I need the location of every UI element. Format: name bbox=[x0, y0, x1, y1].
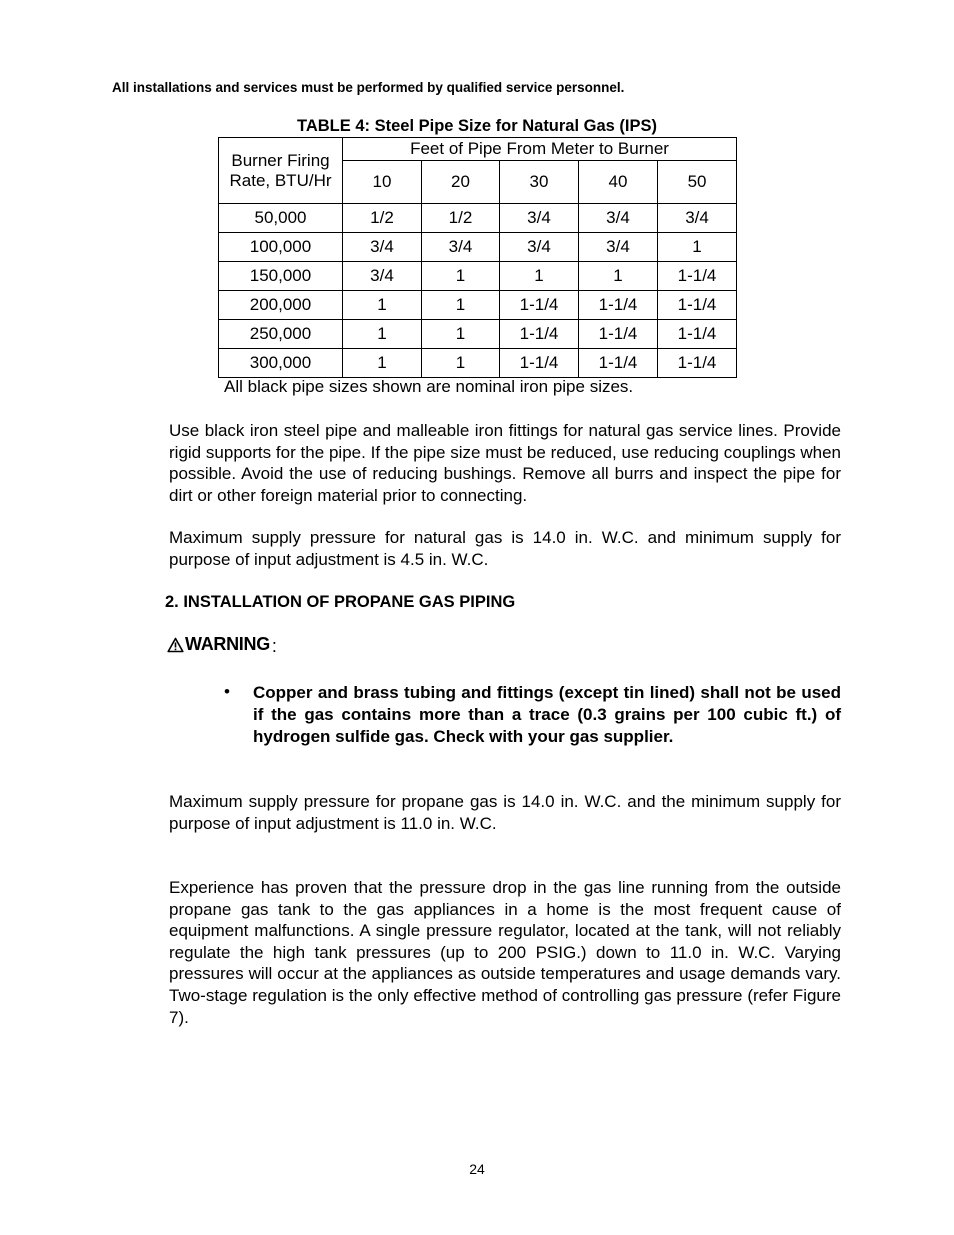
pipe-size-cell: 3/4 bbox=[343, 233, 422, 262]
pipe-size-cell: 3/4 bbox=[579, 204, 658, 233]
table-row bbox=[219, 204, 737, 233]
table-row bbox=[219, 233, 737, 262]
pipe-size-cell: 3/4 bbox=[579, 233, 658, 262]
page-number: 24 bbox=[469, 1161, 485, 1177]
warning-heading bbox=[167, 634, 277, 655]
table-title: TABLE 4: Steel Pipe Size for Natural Gas (IPS) bbox=[296, 117, 658, 135]
table-row bbox=[219, 320, 737, 349]
pipe-size-cell: 1-1/4 bbox=[500, 291, 579, 320]
section-heading: 2. INSTALLATION OF PROPANE GAS PIPING bbox=[165, 593, 516, 611]
pipe-size-cell: 1 bbox=[579, 262, 658, 291]
pipe-size-cell: 1 bbox=[658, 233, 737, 262]
warning-colon: : bbox=[271, 636, 277, 656]
row-header-cell bbox=[219, 138, 343, 204]
pipe-size-cell: 1 bbox=[500, 262, 579, 291]
row-header-label: Burner Firing Rate, BTU/Hr bbox=[229, 150, 332, 190]
pipe-size-cell: 1-1/4 bbox=[658, 291, 737, 320]
pipe-size-cell: 3/4 bbox=[500, 233, 579, 262]
pipe-size-cell: 1 bbox=[422, 291, 500, 320]
firing-rate-cell: 250,000 bbox=[219, 320, 343, 349]
pipe-size-cell: 1 bbox=[343, 291, 422, 320]
pipe-size-cell: 1-1/4 bbox=[579, 291, 658, 320]
pipe-size-cell: 1/2 bbox=[422, 204, 500, 233]
pipe-size-cell: 3/4 bbox=[658, 204, 737, 233]
table-footnote: All black pipe sizes shown are nominal iron pipe sizes. bbox=[224, 377, 634, 396]
pipe-size-cell: 3/4 bbox=[422, 233, 500, 262]
warning-label: WARNING bbox=[185, 634, 270, 654]
firing-rate-cell: 150,000 bbox=[219, 262, 343, 291]
pipe-size-cell: 1 bbox=[343, 349, 422, 378]
pipe-size-cell: 1-1/4 bbox=[579, 320, 658, 349]
pipe-size-table bbox=[218, 137, 737, 378]
propane-pressure-paragraph: Maximum supply pressure for propane gas is 14.0 in. W.C. and the minimum supply for purpose of input adjustment is 11.0 in. W.C. bbox=[169, 792, 841, 833]
warning-bullet-text: Copper and brass tubing and fittings (except tin lined) shall not be used if the gas contains more than a trace (0.3 grains per 100 cubic ft.) of hydrogen sulfide gas. Check with your gas supplier. bbox=[253, 683, 841, 746]
pipe-size-cell: 3/4 bbox=[500, 204, 579, 233]
pipe-size-cell: 1-1/4 bbox=[658, 262, 737, 291]
pipe-size-cell: 1-1/4 bbox=[579, 349, 658, 378]
pipe-size-cell: 1 bbox=[343, 320, 422, 349]
pipe-size-cell: 1-1/4 bbox=[500, 320, 579, 349]
column-header: 20 bbox=[422, 161, 500, 204]
pipe-size-cell: 1-1/4 bbox=[500, 349, 579, 378]
table-row bbox=[219, 291, 737, 320]
pipe-size-cell: 1 bbox=[422, 320, 500, 349]
column-header: 40 bbox=[579, 161, 658, 204]
bullet-marker: • bbox=[224, 682, 230, 701]
column-header: 10 bbox=[343, 161, 422, 204]
pipe-size-cell: 1/2 bbox=[343, 204, 422, 233]
column-header: 50 bbox=[658, 161, 737, 204]
table-row bbox=[219, 262, 737, 291]
group-header-cell bbox=[343, 138, 737, 161]
experience-paragraph: Experience has proven that the pressure drop in the gas line running from the outside propane gas tank to the gas appliances in a home is the most frequent cause of equipment malfunctions. A single pressure regulator, located at the tank, will not reliably regulate the high tank pressures (up to 200 PSIG.) down to 11.0 in. W.C. Varying pressures will occur at the appliances as outside temperatures and usage demands vary. Two-stage regulation is the only effective method of controlling gas pressure (refer Figure 7). bbox=[169, 878, 841, 1027]
warning-triangle-icon bbox=[167, 637, 184, 653]
pipe-size-cell: 1-1/4 bbox=[658, 320, 737, 349]
table-row bbox=[219, 349, 737, 378]
pipe-size-cell: 1-1/4 bbox=[658, 349, 737, 378]
pipe-usage-paragraph: Use black iron steel pipe and malleable iron fittings for natural gas service lines. Provide rigid supports for the pipe. If the pipe size must be reduced, use reducing couplings when possible. Avoid the use of reducing bushings. Remove all burrs and inspect the pipe for dirt or other foreign material prior to connecting. bbox=[169, 421, 841, 505]
firing-rate-cell: 300,000 bbox=[219, 349, 343, 378]
pipe-size-cell: 1 bbox=[422, 349, 500, 378]
group-header-label: Feet of Pipe From Meter to Burner bbox=[410, 139, 669, 158]
pipe-size-cell: 1 bbox=[422, 262, 500, 291]
natural-gas-pressure-paragraph: Maximum supply pressure for natural gas is 14.0 in. W.C. and minimum supply for purpose of input adjustment is 4.5 in. W.C. bbox=[169, 528, 841, 569]
firing-rate-cell: 200,000 bbox=[219, 291, 343, 320]
column-header: 30 bbox=[500, 161, 579, 204]
firing-rate-cell: 50,000 bbox=[219, 204, 343, 233]
installation-notice: All installations and services must be performed by qualified service personnel. bbox=[112, 80, 625, 95]
firing-rate-cell: 100,000 bbox=[219, 233, 343, 262]
pipe-size-cell: 3/4 bbox=[343, 262, 422, 291]
